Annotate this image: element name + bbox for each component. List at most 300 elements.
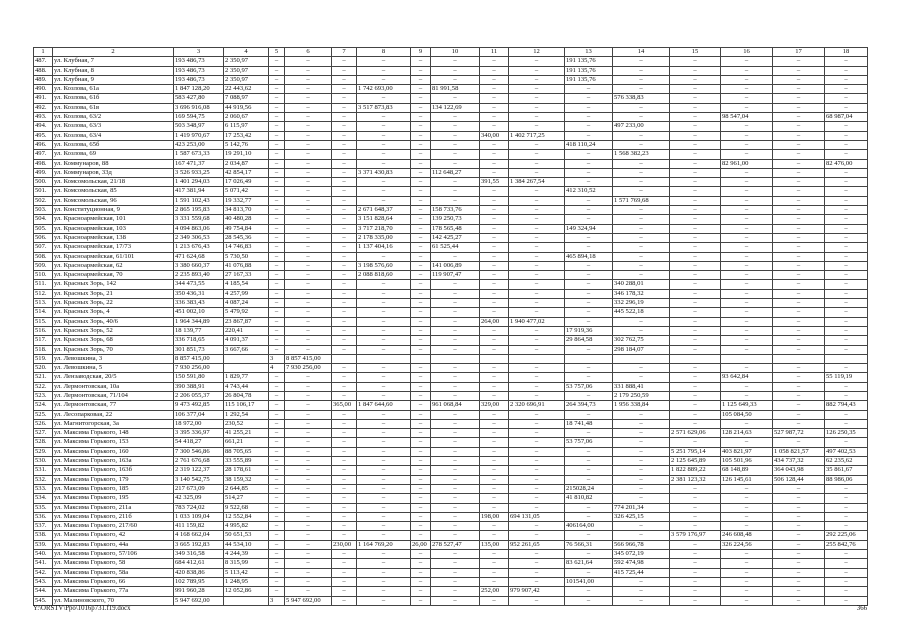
table-cell: 406164,00 bbox=[565, 522, 613, 531]
table-cell: – bbox=[509, 85, 565, 94]
table-cell: 2 319 122,37 bbox=[174, 466, 224, 475]
table-cell: – bbox=[670, 503, 721, 512]
table-cell: – bbox=[480, 438, 509, 447]
table-row bbox=[34, 308, 868, 317]
table-cell: 529. bbox=[34, 447, 53, 456]
table-cell: – bbox=[480, 522, 509, 531]
table-cell: – bbox=[285, 289, 332, 298]
table-row bbox=[34, 131, 868, 140]
table-cell: ул. Козлова, 65б bbox=[53, 140, 174, 149]
table-cell: – bbox=[825, 391, 868, 400]
table-cell: 1 742 693,00 bbox=[357, 85, 411, 94]
table-cell: – bbox=[480, 466, 509, 475]
table-cell: – bbox=[565, 373, 613, 382]
table-cell: – bbox=[269, 75, 285, 84]
table-cell: 141 006,89 bbox=[431, 261, 480, 270]
table-cell: 493. bbox=[34, 113, 53, 122]
table-cell: – bbox=[825, 224, 868, 233]
table-cell: 178 565,48 bbox=[431, 224, 480, 233]
table-cell: ул. Малиновского, 70 bbox=[53, 596, 174, 605]
table-cell: – bbox=[332, 187, 357, 196]
table-cell: – bbox=[285, 484, 332, 493]
table-cell: – bbox=[285, 326, 332, 335]
table-cell: – bbox=[285, 559, 332, 568]
table-cell: 126 145,61 bbox=[721, 475, 773, 484]
table-cell: – bbox=[269, 429, 285, 438]
table-cell: – bbox=[773, 522, 825, 531]
table-cell: – bbox=[721, 57, 773, 66]
table-cell: 3 665 192,83 bbox=[174, 540, 224, 549]
table-cell: – bbox=[509, 140, 565, 149]
table-cell: 2 320 696,91 bbox=[509, 401, 565, 410]
table-cell: 527 987,72 bbox=[773, 429, 825, 438]
table-cell: – bbox=[670, 280, 721, 289]
table-cell: 44 534,10 bbox=[224, 540, 269, 549]
table-row bbox=[34, 140, 868, 149]
table-cell: – bbox=[825, 261, 868, 270]
table-cell: 6 bbox=[285, 48, 332, 57]
table-cell: 1 213 676,43 bbox=[174, 243, 224, 252]
table-cell: – bbox=[480, 289, 509, 298]
table-cell: ул. Козлова, 61а bbox=[53, 85, 174, 94]
table-row bbox=[34, 103, 868, 112]
table-cell: – bbox=[509, 57, 565, 66]
table-cell: ул. Комсомольская, 96 bbox=[53, 196, 174, 205]
table-cell: – bbox=[332, 57, 357, 66]
table-cell: – bbox=[509, 364, 565, 373]
table-cell: – bbox=[332, 587, 357, 596]
table-cell: 1 587 673,33 bbox=[174, 150, 224, 159]
table-cell: – bbox=[357, 382, 411, 391]
table-cell: 2 381 123,32 bbox=[670, 475, 721, 484]
table-row bbox=[34, 66, 868, 75]
table-cell: – bbox=[285, 206, 332, 215]
table-cell: 592 474,98 bbox=[613, 559, 670, 568]
table-cell: 1 248,95 bbox=[224, 577, 269, 586]
table-cell: ул. Козлова, 63/4 bbox=[53, 131, 174, 140]
table-cell: ул. Красных Зорь, 70 bbox=[53, 345, 174, 354]
table-cell: – bbox=[431, 289, 480, 298]
table-cell: 331 888,41 bbox=[613, 382, 670, 391]
table-cell: – bbox=[509, 66, 565, 75]
table-cell: – bbox=[285, 131, 332, 140]
table-cell: – bbox=[285, 243, 332, 252]
table-cell: – bbox=[332, 326, 357, 335]
table-cell: – bbox=[269, 317, 285, 326]
table-cell: – bbox=[773, 103, 825, 112]
table-cell: 329,00 bbox=[480, 401, 509, 410]
table-cell: – bbox=[285, 410, 332, 419]
table-cell: – bbox=[269, 503, 285, 512]
table-row bbox=[34, 494, 868, 503]
table-cell: – bbox=[431, 438, 480, 447]
table-cell: ул. Максима Горького, 44а bbox=[53, 540, 174, 549]
table-cell: – bbox=[285, 401, 332, 410]
table-cell: 390 388,91 bbox=[174, 382, 224, 391]
table-cell: – bbox=[357, 252, 411, 261]
table-cell: – bbox=[670, 326, 721, 335]
table-cell: 8 857 415,00 bbox=[174, 354, 224, 363]
table-cell: ул. Максима Горького, 217/60 bbox=[53, 522, 174, 531]
table-cell: – bbox=[480, 550, 509, 559]
table-cell: – bbox=[411, 364, 431, 373]
table-cell: – bbox=[613, 215, 670, 224]
header-row bbox=[34, 48, 868, 57]
table-cell: – bbox=[509, 233, 565, 242]
table-cell: 278 527,47 bbox=[431, 540, 480, 549]
table-cell: – bbox=[480, 419, 509, 428]
table-cell: ул. Максима Горького, 179 bbox=[53, 475, 174, 484]
table-cell: – bbox=[825, 233, 868, 242]
table-cell: 230,00 bbox=[332, 540, 357, 549]
table-cell: – bbox=[613, 271, 670, 280]
table-cell: – bbox=[332, 66, 357, 75]
table-cell: – bbox=[285, 438, 332, 447]
footer-file-path: Y:\ORSTV\Ppo\1016p731.f19.docx bbox=[33, 605, 131, 612]
table-cell: 12 bbox=[509, 48, 565, 57]
table-cell: – bbox=[825, 503, 868, 512]
table-cell: 350 436,31 bbox=[174, 289, 224, 298]
table-cell: – bbox=[357, 187, 411, 196]
table-cell: 6 115,97 bbox=[224, 122, 269, 131]
table-cell: – bbox=[269, 178, 285, 187]
table-cell: – bbox=[431, 484, 480, 493]
table-cell: 537. bbox=[34, 522, 53, 531]
table-cell: – bbox=[285, 85, 332, 94]
table-cell: ул. Козлова, 61б bbox=[53, 94, 174, 103]
table-cell: 783 724,02 bbox=[174, 503, 224, 512]
table-cell: – bbox=[285, 540, 332, 549]
table-cell: – bbox=[357, 522, 411, 531]
table-cell: 4 185,54 bbox=[224, 280, 269, 289]
table-cell: – bbox=[285, 252, 332, 261]
table-cell: – bbox=[431, 57, 480, 66]
table-cell: – bbox=[269, 559, 285, 568]
table-cell: – bbox=[670, 568, 721, 577]
table-cell: – bbox=[285, 382, 332, 391]
table-cell: – bbox=[332, 577, 357, 586]
table-cell: ул. Красных Зорь, 68 bbox=[53, 336, 174, 345]
table-cell: ул. Максима Горького, 211а bbox=[53, 503, 174, 512]
table-cell: 126 250,35 bbox=[825, 429, 868, 438]
table-cell: – bbox=[357, 159, 411, 168]
table-cell: – bbox=[431, 113, 480, 122]
table-cell: – bbox=[357, 419, 411, 428]
table-cell: 93 642,84 bbox=[721, 373, 773, 382]
table-cell: – bbox=[670, 271, 721, 280]
table-cell: ул. Лермонтовская, 71/104 bbox=[53, 391, 174, 400]
table-cell: – bbox=[613, 429, 670, 438]
table-cell: – bbox=[825, 550, 868, 559]
table-cell: 391,55 bbox=[480, 178, 509, 187]
table-cell: – bbox=[285, 159, 332, 168]
table-cell: – bbox=[670, 419, 721, 428]
table-cell: – bbox=[670, 103, 721, 112]
table-cell: – bbox=[773, 224, 825, 233]
table-cell: – bbox=[613, 103, 670, 112]
table-cell: – bbox=[480, 75, 509, 84]
table-cell: – bbox=[269, 299, 285, 308]
table-cell: – bbox=[357, 438, 411, 447]
table-cell: – bbox=[825, 252, 868, 261]
table-cell: – bbox=[332, 196, 357, 205]
table-cell: – bbox=[773, 345, 825, 354]
table-cell: 465 894,18 bbox=[565, 252, 613, 261]
table-cell: – bbox=[269, 326, 285, 335]
table-cell: 220,41 bbox=[224, 326, 269, 335]
table-cell: – bbox=[509, 224, 565, 233]
table-cell: – bbox=[480, 596, 509, 605]
table-cell: ул. Максима Горького, 163а bbox=[53, 457, 174, 466]
table-cell: – bbox=[721, 522, 773, 531]
table-cell: 9 473 492,85 bbox=[174, 401, 224, 410]
table-cell: 128 214,63 bbox=[721, 429, 773, 438]
table-cell: 82 476,00 bbox=[825, 159, 868, 168]
table-row bbox=[34, 75, 868, 84]
table-cell: – bbox=[773, 410, 825, 419]
table-cell: 420 838,86 bbox=[174, 568, 224, 577]
table-cell: – bbox=[285, 224, 332, 233]
table-cell: 4 168 662,04 bbox=[174, 531, 224, 540]
table-cell: 4 094 863,06 bbox=[174, 224, 224, 233]
table-row bbox=[34, 206, 868, 215]
table-cell: – bbox=[431, 326, 480, 335]
table-cell: – bbox=[721, 94, 773, 103]
table-cell: – bbox=[509, 280, 565, 289]
table-cell: – bbox=[269, 308, 285, 317]
table-cell: 7 930 256,00 bbox=[285, 364, 332, 373]
table-row bbox=[34, 391, 868, 400]
table-cell: 40 480,28 bbox=[224, 215, 269, 224]
table-cell: – bbox=[411, 85, 431, 94]
table-cell: – bbox=[411, 373, 431, 382]
table-cell: – bbox=[509, 159, 565, 168]
table-cell: – bbox=[269, 168, 285, 177]
table-cell: – bbox=[411, 382, 431, 391]
table-cell: – bbox=[613, 85, 670, 94]
table-cell: 524. bbox=[34, 401, 53, 410]
table-cell: – bbox=[670, 224, 721, 233]
table-cell: 2 125 645,89 bbox=[670, 457, 721, 466]
table-cell: 11 bbox=[480, 48, 509, 57]
table-cell: 41 076,88 bbox=[224, 261, 269, 270]
table-cell: 415 725,44 bbox=[613, 568, 670, 577]
table-cell: – bbox=[357, 559, 411, 568]
table-cell: – bbox=[773, 289, 825, 298]
table-cell: – bbox=[269, 206, 285, 215]
table-cell: – bbox=[721, 587, 773, 596]
table-cell: – bbox=[565, 447, 613, 456]
table-cell: – bbox=[332, 345, 357, 354]
table-cell: – bbox=[431, 308, 480, 317]
table-cell: – bbox=[332, 373, 357, 382]
table-cell: – bbox=[721, 178, 773, 187]
table-cell: 3 371 430,83 bbox=[357, 168, 411, 177]
table-cell: 451 002,10 bbox=[174, 308, 224, 317]
table-cell: – bbox=[509, 103, 565, 112]
table-cell: – bbox=[411, 233, 431, 242]
table-cell: 7 930 256,00 bbox=[174, 364, 224, 373]
table-cell: 198,00 bbox=[480, 512, 509, 521]
table-cell: ул. Максима Горького, 77а bbox=[53, 587, 174, 596]
table-cell: – bbox=[721, 336, 773, 345]
table-cell: – bbox=[613, 159, 670, 168]
table-cell: – bbox=[411, 466, 431, 475]
table-cell: 952 261,65 bbox=[509, 540, 565, 549]
table-cell: 3 380 660,37 bbox=[174, 261, 224, 270]
table-cell: – bbox=[825, 336, 868, 345]
table-cell: – bbox=[411, 178, 431, 187]
table-cell: – bbox=[269, 522, 285, 531]
table-cell: 583 427,80 bbox=[174, 94, 224, 103]
table-cell: – bbox=[825, 122, 868, 131]
table-cell: 491. bbox=[34, 94, 53, 103]
table-cell: 16 bbox=[721, 48, 773, 57]
table-cell: – bbox=[357, 596, 411, 605]
table-cell: – bbox=[670, 261, 721, 270]
table-cell: 115 106,17 bbox=[224, 401, 269, 410]
table-cell: – bbox=[269, 271, 285, 280]
table-cell: 7 bbox=[332, 48, 357, 57]
table-cell: 345 072,19 bbox=[613, 550, 670, 559]
table-cell: 514. bbox=[34, 308, 53, 317]
table-cell: – bbox=[773, 391, 825, 400]
table-cell: 503 348,97 bbox=[174, 122, 224, 131]
table-cell: – bbox=[613, 410, 670, 419]
table-cell: – bbox=[825, 187, 868, 196]
table-cell: – bbox=[411, 94, 431, 103]
table-row bbox=[34, 224, 868, 233]
table-cell: 496. bbox=[34, 140, 53, 149]
table-cell: – bbox=[357, 75, 411, 84]
table-cell: 526. bbox=[34, 419, 53, 428]
table-cell: – bbox=[565, 457, 613, 466]
table-cell: – bbox=[825, 382, 868, 391]
table-cell: – bbox=[565, 243, 613, 252]
table-cell: – bbox=[332, 503, 357, 512]
table-cell: 252,00 bbox=[480, 587, 509, 596]
table-cell: 9 522,68 bbox=[224, 503, 269, 512]
table-cell: – bbox=[509, 503, 565, 512]
table-cell: – bbox=[825, 94, 868, 103]
table-cell: – bbox=[332, 271, 357, 280]
table-cell: 1 956 338,84 bbox=[613, 401, 670, 410]
table-cell: 500. bbox=[34, 178, 53, 187]
table-cell bbox=[565, 354, 613, 363]
table-cell: – bbox=[565, 466, 613, 475]
table-cell: – bbox=[773, 85, 825, 94]
table-cell: – bbox=[332, 522, 357, 531]
table-cell: – bbox=[825, 178, 868, 187]
table-cell: – bbox=[480, 233, 509, 242]
table-cell: 193 486,73 bbox=[174, 66, 224, 75]
table-cell: – bbox=[269, 568, 285, 577]
table-cell: ул. Козлова, 69 bbox=[53, 150, 174, 159]
table-cell: – bbox=[269, 57, 285, 66]
table-cell: – bbox=[332, 178, 357, 187]
table-cell: – bbox=[332, 317, 357, 326]
table-cell: 9 bbox=[411, 48, 431, 57]
table-row bbox=[34, 233, 868, 242]
table-cell: ул. Максима Горького, 153 bbox=[53, 438, 174, 447]
table-cell: – bbox=[613, 457, 670, 466]
table-cell: ул. Красноармейская, 62 bbox=[53, 261, 174, 270]
table-cell: – bbox=[269, 438, 285, 447]
table-cell: – bbox=[613, 596, 670, 605]
table-cell: – bbox=[480, 531, 509, 540]
table-cell: – bbox=[480, 577, 509, 586]
table-cell: 2 178 335,00 bbox=[357, 233, 411, 242]
table-cell bbox=[721, 354, 773, 363]
table-cell: – bbox=[480, 57, 509, 66]
table-cell: – bbox=[431, 503, 480, 512]
table-cell: – bbox=[670, 113, 721, 122]
table-cell: – bbox=[269, 345, 285, 354]
table-cell: 340 288,01 bbox=[613, 280, 670, 289]
table-cell: – bbox=[565, 299, 613, 308]
table-cell: – bbox=[411, 447, 431, 456]
table-cell: – bbox=[411, 261, 431, 270]
table-cell: 3 517 873,83 bbox=[357, 103, 411, 112]
table-cell: – bbox=[670, 122, 721, 131]
table-cell: – bbox=[773, 438, 825, 447]
table-cell: 10 bbox=[431, 48, 480, 57]
table-cell: 191 135,76 bbox=[565, 57, 613, 66]
table-cell: – bbox=[411, 75, 431, 84]
table-cell: – bbox=[431, 280, 480, 289]
table-cell: – bbox=[613, 140, 670, 149]
table-cell: – bbox=[565, 159, 613, 168]
table-cell: – bbox=[285, 57, 332, 66]
table-cell: – bbox=[825, 364, 868, 373]
table-cell: 517. bbox=[34, 336, 53, 345]
table-cell: 292 225,06 bbox=[825, 531, 868, 540]
table-cell: – bbox=[411, 494, 431, 503]
table-cell: 53 757,06 bbox=[565, 438, 613, 447]
table-cell: – bbox=[565, 475, 613, 484]
table-cell: 101541,00 bbox=[565, 577, 613, 586]
table-cell: – bbox=[269, 66, 285, 75]
table-cell: – bbox=[480, 410, 509, 419]
table-cell: 488. bbox=[34, 66, 53, 75]
table-cell: – bbox=[721, 252, 773, 261]
table-cell: – bbox=[509, 466, 565, 475]
table-cell: – bbox=[285, 336, 332, 345]
table-cell: – bbox=[825, 103, 868, 112]
table-cell: – bbox=[773, 308, 825, 317]
table-cell: – bbox=[670, 289, 721, 298]
table-cell: – bbox=[431, 419, 480, 428]
table-cell: – bbox=[565, 503, 613, 512]
table-cell: – bbox=[480, 150, 509, 159]
table-cell: – bbox=[773, 494, 825, 503]
table-cell: – bbox=[721, 103, 773, 112]
table-cell: 29 864,58 bbox=[565, 336, 613, 345]
table-cell: 4 257,99 bbox=[224, 289, 269, 298]
table-cell: – bbox=[773, 559, 825, 568]
table-cell: – bbox=[509, 382, 565, 391]
table-cell: ул. Красных Зорь, 21 bbox=[53, 289, 174, 298]
table-cell: – bbox=[825, 57, 868, 66]
table-cell: – bbox=[431, 66, 480, 75]
table-cell: – bbox=[721, 438, 773, 447]
table-cell: – bbox=[431, 317, 480, 326]
table-cell: – bbox=[721, 150, 773, 159]
table-cell: – bbox=[613, 168, 670, 177]
table-cell: – bbox=[613, 484, 670, 493]
table-cell: – bbox=[825, 522, 868, 531]
table-cell: ул. Клубная, 7 bbox=[53, 57, 174, 66]
